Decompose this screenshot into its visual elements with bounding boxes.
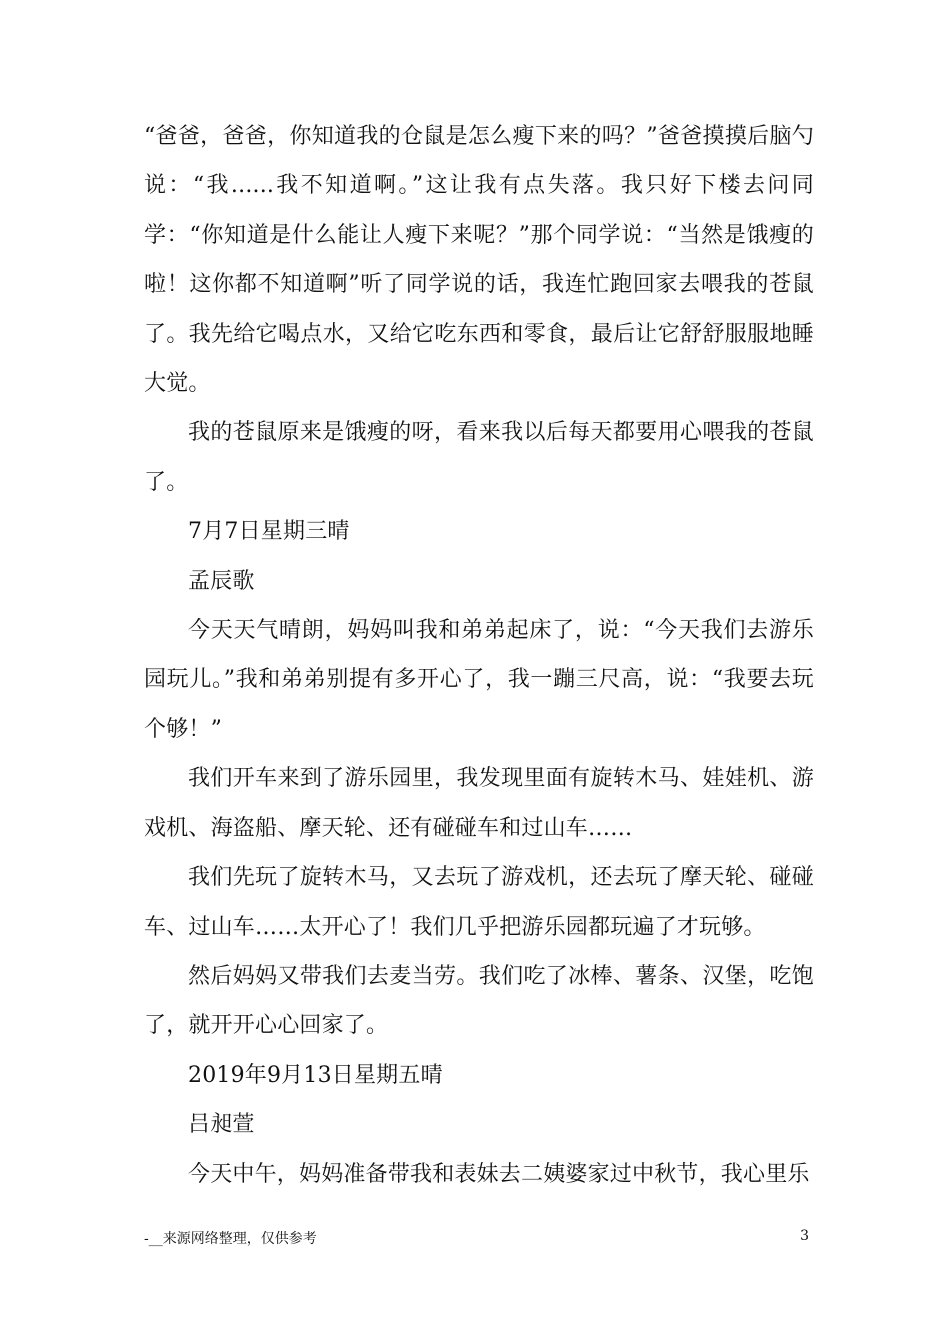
author-name-2: 吕昶萱 [188, 1112, 255, 1138]
paragraph-2: 我的苍鼠原来是饿瘦的呀，看来我以后每天都要用心喂我的苍鼠了。 [144, 420, 814, 495]
page-number: 3 [800, 1228, 809, 1244]
diary-date-1: 7月7日星期三晴 [188, 519, 350, 545]
footer-source-note: -__来源网络整理，仅供参考 [144, 1231, 317, 1247]
author-name-1: 孟辰歌 [188, 568, 255, 594]
body-text [144, 112, 814, 1199]
page-footer [144, 1228, 809, 1252]
diary-date-2: 2019年9月13日星期五晴 [188, 1062, 443, 1088]
paragraph-4: 我们开车来到了游乐园里，我发现里面有旋转木马、娃娃机、游戏机、海盗船、摩天轮、还有碰碰车和过山车…… [144, 766, 814, 841]
paragraph-1: “爸爸，爸爸，你知道我的仓鼠是怎么瘦下来的吗？”爸爸摸摸后脑勺说：“我......我不知道啊。”这让我有点失落。我只好下楼去问同学：“你知道是什么能让人瘦下来呢？”那个同学说：“当然是饿瘦的啦！这你都不知道啊”听了同学说的话，我连忙跑回家去喂我的苍鼠了。我先给它喝点水，又给它吃东西和零食，最后让它舒舒服服地睡大觉。 [144, 124, 814, 397]
paragraph-5: 我们先玩了旋转木马，又去玩了游戏机，还去玩了摩天轮、碰碰车、过山车……太开心了！我们几乎把游乐园都玩遍了才玩够。 [144, 865, 814, 940]
paragraph-7: 今天中午，妈妈准备带我和表妹去二姨婆家过中秋节，我心里乐 [188, 1161, 810, 1187]
paragraph-3: 今天天气晴朗，妈妈叫我和弟弟起床了，说：“今天我们去游乐园玩儿。”我和弟弟别提有多开心了，我一蹦三尺高，说：“我要去玩个够！” [144, 618, 814, 742]
paragraph-6: 然后妈妈又带我们去麦当劳。我们吃了冰棒、薯条、汉堡，吃饱了，就开开心心回家了。 [144, 963, 814, 1039]
